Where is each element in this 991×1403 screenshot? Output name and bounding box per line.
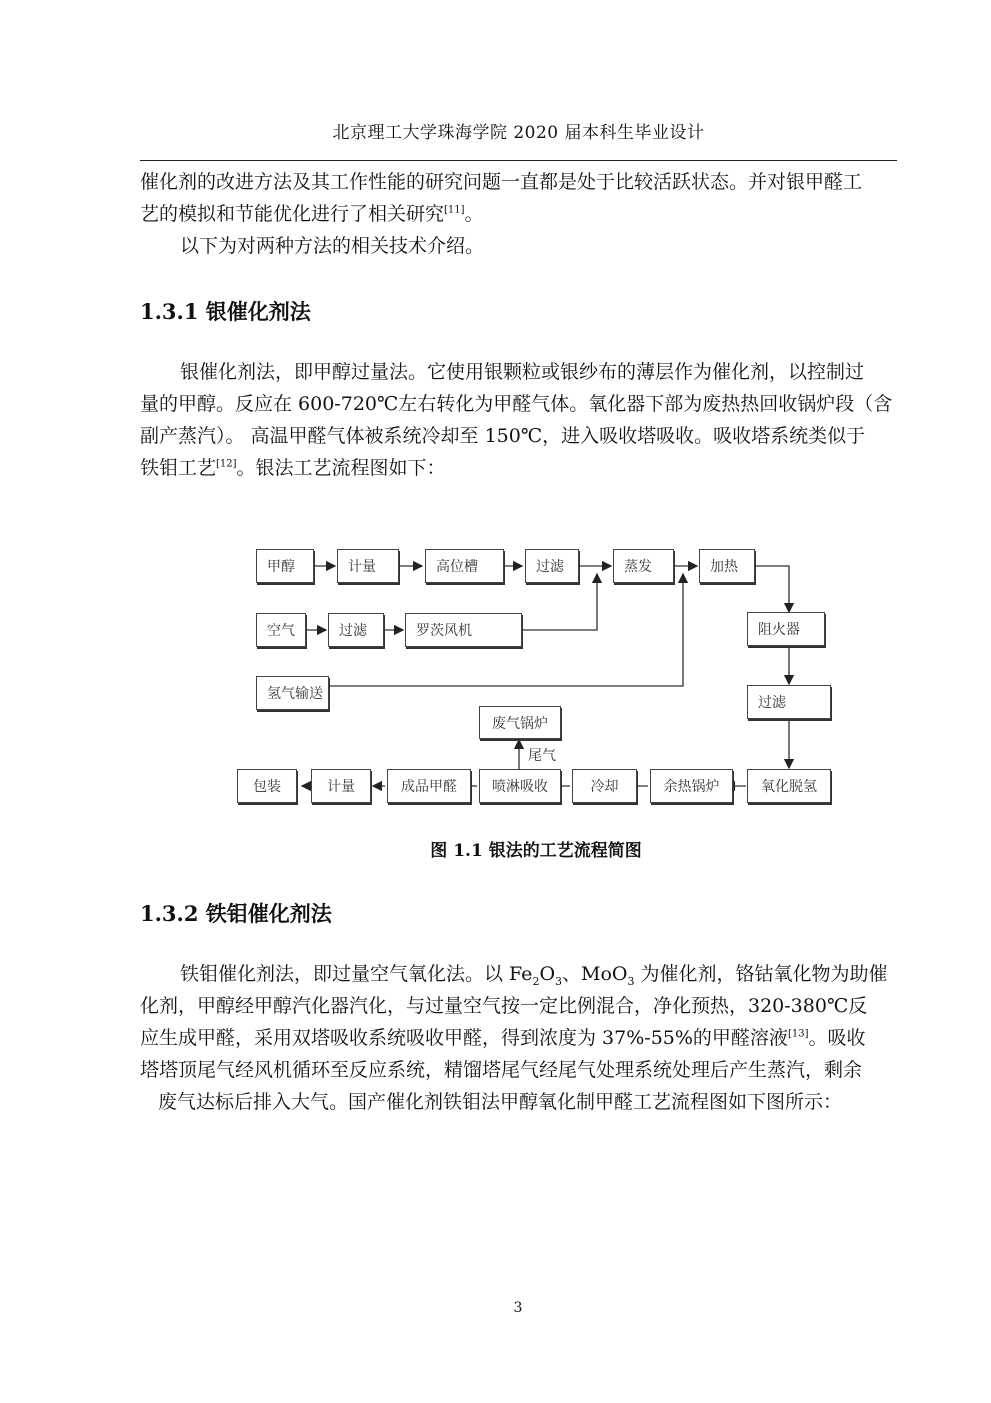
flow-box-finished-formaldehyde: 成品甲醛	[387, 769, 471, 803]
flow-box-filter-1: 过滤	[525, 549, 579, 583]
flow-box-metering: 计量	[337, 549, 399, 583]
flow-box-oxidative-dehydrogenation: 氧化脱氢	[747, 769, 831, 803]
flow-box-filter-2: 过滤	[328, 613, 384, 647]
citation-12: [12]	[216, 458, 237, 470]
flow-box-waste-heat-boiler: 余热锅炉	[650, 769, 733, 803]
section-heading-1-3-2: 1.3.2 铁钼催化剂法	[140, 901, 332, 926]
flow-box-hydrogen-transport: 氢气输送	[256, 676, 329, 710]
flow-box-cooling: 冷却	[572, 769, 637, 803]
intro-paragraph	[140, 166, 897, 262]
page-number: 3	[513, 1300, 523, 1316]
flow-box-waste-gas-boiler: 废气锅炉	[479, 706, 561, 739]
section1-paragraph: 银催化剂法，即甲醇过量法。它使用银颗粒或银纱布的薄层作为催化剂，以控制过 量的甲醇。反应在 600-720℃左右转化为甲醛气体。氧化器下部为废热热回收锅炉段（含 副产蒸汽）。 高温甲醛气体被系统冷却至 150℃，进入吸收塔吸收。吸收塔系统类似于 铁钼工艺[12]。银法工艺流程图如下：	[140, 361, 893, 479]
flow-box-head-tank: 高位槽	[425, 549, 504, 583]
flow-label-tail-gas: 尾气	[528, 748, 556, 764]
section-heading-1-3-1: 1.3.1 银催化剂法	[140, 299, 311, 324]
flow-box-packaging: 包装	[237, 769, 297, 803]
flow-box-spray-absorption: 喷淋吸收	[479, 769, 561, 803]
flow-box-air: 空气	[256, 613, 306, 647]
flow-box-filter-3: 过滤	[747, 685, 831, 719]
flow-box-evaporation: 蒸发	[613, 549, 674, 583]
page-header: 北京理工大学珠海学院 2020 届本科生毕业设计	[332, 123, 705, 143]
flow-box-heating: 加热	[699, 549, 755, 583]
citation-11: [11]	[444, 204, 465, 216]
flow-box-flame-arrester: 阻火器	[747, 612, 825, 646]
section2-paragraph: 铁钼催化剂法，即过量空气氧化法。以 $Fe_2O_3$、MoO$_3$ 为催化剂，铬钴氧化物为助催 化剂，甲醇经甲醇汽化器汽化，与过量空气按一定比例混合，净化预热，320-380℃反 应生成甲醛，采用双塔吸收系统吸收甲醛，得到浓度为 37%-55%的甲醛溶液[13]。吸收 塔塔顶尾气经风机循环至反应系统，精馏塔尾气经尾气处理系统处理后产生蒸汽，剩余 废气达标后排入大气。国产催化剂铁钼法甲醇氧化制甲醛工艺流程图如下图所示：	[140, 963, 888, 1113]
flow-box-methanol: 甲醇	[256, 549, 314, 583]
flow-box-roots-blower: 罗茨风机	[405, 613, 522, 647]
figure-caption: 图 1.1 银法的工艺流程简图	[430, 841, 642, 861]
header-rule	[140, 160, 897, 161]
flow-box-metering-2: 计量	[311, 769, 371, 803]
intro-line-1: 催化剂的改进方法及其工作性能的研究问题一直都是处于比较活跃状态。并对银甲醛工	[140, 171, 863, 193]
citation-13: [13]	[787, 1028, 809, 1040]
intro-line-3: 以下为对两种方法的相关技术介绍。	[180, 235, 485, 257]
intro-line-2: 艺的模拟和节能优化进行了相关研究[11]。	[140, 203, 484, 225]
